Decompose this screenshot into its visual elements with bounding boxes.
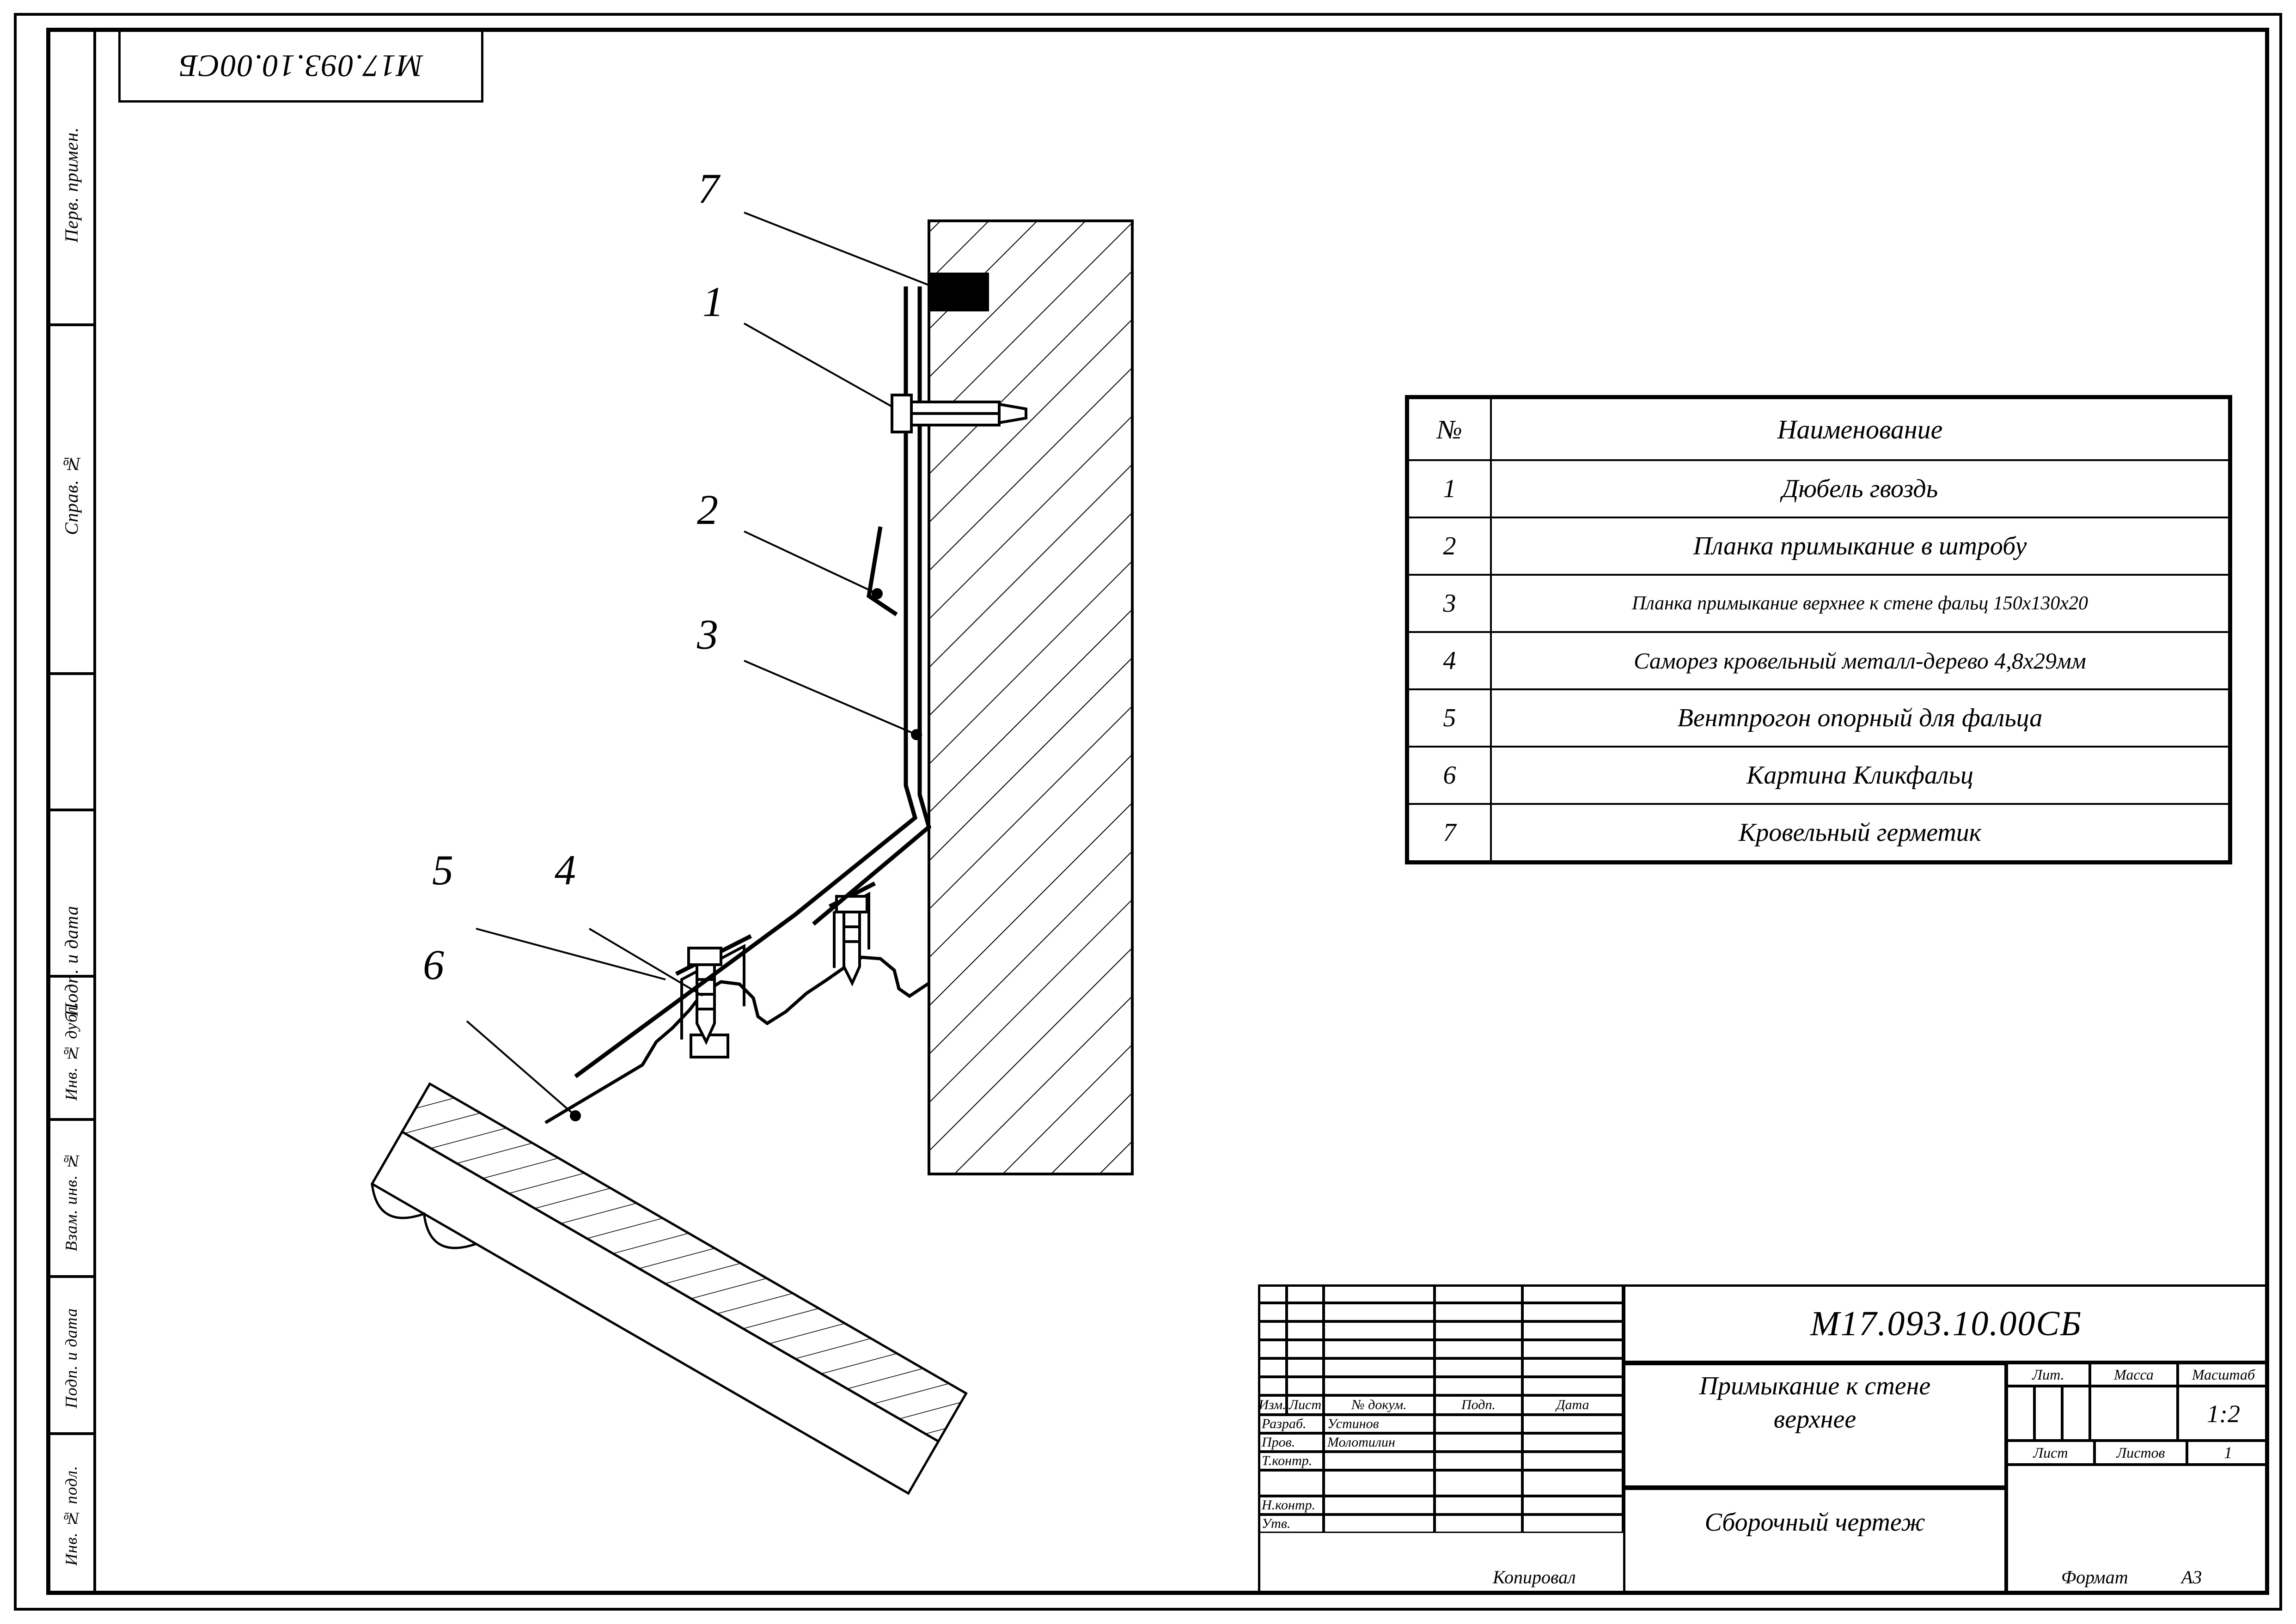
rev-col xyxy=(1258,1284,1287,1395)
left-strip-cell-sprav-no xyxy=(46,333,96,656)
parts-header-num: № xyxy=(1408,398,1491,460)
role-name-cell xyxy=(1324,1496,1435,1515)
role-podp-cell xyxy=(1435,1515,1522,1533)
role-podp-cell xyxy=(1435,1452,1522,1470)
listov-label: Листов xyxy=(2116,1444,2165,1461)
role-podp-cell xyxy=(1435,1415,1522,1433)
part-name: Дюбель гвоздь xyxy=(1491,460,2229,517)
role-podp-cell xyxy=(1435,1496,1522,1515)
doc-type-cell xyxy=(1623,1488,2007,1595)
parts-list-table xyxy=(1405,395,2232,864)
role-label: Утв. xyxy=(1262,1516,1291,1531)
kopiroval-label: Копировал xyxy=(1493,1567,1576,1588)
listov-value: 1 xyxy=(2224,1443,2232,1462)
label-list: Лист xyxy=(1288,1397,1322,1412)
label-doknum: № докум. xyxy=(1351,1397,1407,1412)
part-name: Кровельный герметик xyxy=(1491,804,2229,861)
top-designation-box xyxy=(118,29,483,103)
table-row xyxy=(1408,517,2229,575)
role-name: Молотилин xyxy=(1327,1435,1395,1450)
left-strip-label: Инв. № дубл. xyxy=(62,1001,80,1101)
role-name-cell xyxy=(1324,1515,1435,1533)
masshtab-value: 1:2 xyxy=(2207,1400,2240,1428)
part-number: 7 xyxy=(1408,804,1491,861)
massa-label: Масса xyxy=(2114,1366,2154,1383)
label-izm: Изм. xyxy=(1258,1397,1286,1412)
role-label: Н.контр. xyxy=(1262,1497,1316,1513)
rev-col xyxy=(1324,1284,1435,1395)
format-label: Формат xyxy=(2061,1567,2128,1588)
callout-6: 6 xyxy=(423,941,444,988)
parts-table-header-row xyxy=(1408,398,2229,460)
table-row xyxy=(1408,689,2229,747)
left-strip-cell-inv-no-podl xyxy=(46,1442,96,1589)
massa-value-cell xyxy=(2090,1386,2178,1441)
lit-cell-3 xyxy=(2062,1386,2090,1441)
doc-type-text: Сборочный чертеж xyxy=(1704,1508,1925,1537)
part-number: 5 xyxy=(1408,689,1491,747)
product-name-line1: Примыкание к стене xyxy=(1699,1372,1931,1400)
left-strip-divider xyxy=(46,809,96,811)
masshtab-label: Масштаб xyxy=(2192,1366,2255,1383)
callout-3: 3 xyxy=(697,611,718,658)
table-row xyxy=(1408,460,2229,517)
table-row xyxy=(1408,747,2229,804)
role-data-cell xyxy=(1522,1433,1623,1452)
role-label: Т.контр. xyxy=(1262,1453,1313,1468)
designation-text: М17.093.10.00СБ xyxy=(1810,1304,2082,1343)
role-data-cell xyxy=(1522,1515,1623,1533)
label-podp: Подп. xyxy=(1461,1397,1496,1412)
lit-cell-1 xyxy=(2007,1386,2034,1441)
rev-col xyxy=(1287,1284,1324,1395)
part-name: Картина Кликфальц xyxy=(1491,747,2229,804)
part-number: 4 xyxy=(1408,632,1491,689)
callout-4: 4 xyxy=(555,846,576,894)
part-number: 3 xyxy=(1408,575,1491,632)
left-strip-divider xyxy=(46,1432,96,1435)
format-value: А3 xyxy=(2181,1567,2202,1588)
left-strip-cell-inv-no-dubl xyxy=(46,984,96,1118)
role-data-cell xyxy=(1522,1452,1623,1470)
left-strip-label: Подп. и дата xyxy=(62,1308,80,1409)
left-strip-divider xyxy=(46,672,96,675)
rev-col xyxy=(1522,1284,1623,1395)
callout-2: 2 xyxy=(697,486,718,533)
table-row xyxy=(1408,575,2229,632)
part-number: 2 xyxy=(1408,517,1491,575)
left-strip-divider xyxy=(46,323,96,326)
left-strip-cell-vzam-inv-no xyxy=(46,1127,96,1275)
list-label: Лист xyxy=(2033,1444,2068,1461)
role-label: Пров. xyxy=(1262,1435,1295,1450)
left-strip-label: Подп. и дата xyxy=(61,905,82,1017)
role-podp-cell xyxy=(1435,1433,1522,1452)
left-strip-label: Инв. № подл. xyxy=(62,1465,80,1566)
part-number: 6 xyxy=(1408,747,1491,804)
part-name: Планка примыкание в штробу xyxy=(1491,517,2229,575)
callout-7: 7 xyxy=(698,165,719,212)
role-data-cell xyxy=(1522,1415,1623,1433)
left-strip-divider xyxy=(46,1275,96,1278)
parts-header-name: Наименование xyxy=(1491,398,2229,460)
part-name: Вентпрогон опорный для фальца xyxy=(1491,689,2229,747)
role-label: Разраб. xyxy=(1262,1416,1307,1431)
top-designation-text: М17.093.10.00СБ xyxy=(178,48,423,84)
role-podp-cell xyxy=(1435,1470,1522,1496)
title-block xyxy=(1258,1284,2269,1595)
role-cell xyxy=(1258,1470,1324,1496)
lit-label: Лит. xyxy=(2032,1366,2064,1383)
role-name-cell xyxy=(1324,1470,1435,1496)
role-name: Устинов xyxy=(1327,1416,1379,1431)
left-strip-divider xyxy=(46,1118,96,1121)
table-row xyxy=(1408,632,2229,689)
left-strip-cell-perv-primen xyxy=(46,55,96,314)
role-data-cell xyxy=(1522,1470,1623,1496)
label-data: Дата xyxy=(1556,1397,1589,1412)
role-data-cell xyxy=(1522,1496,1623,1515)
rev-col xyxy=(1435,1284,1522,1395)
role-name-cell xyxy=(1324,1452,1435,1470)
part-number: 1 xyxy=(1408,460,1491,517)
table-row xyxy=(1408,804,2229,861)
part-name: Планка примыкание верхнее к стене фальц 150х130х20 xyxy=(1491,575,2229,632)
lit-cell-2 xyxy=(2034,1386,2062,1441)
organization-cell xyxy=(2007,1465,2269,1595)
callout-5: 5 xyxy=(432,846,453,894)
left-strip-cell-podp-i-data-2 xyxy=(46,1284,96,1432)
part-name: Саморез кровельный металл-дерево 4,8х29мм xyxy=(1491,632,2229,689)
callout-1: 1 xyxy=(702,278,724,325)
product-name-line2: верхнее xyxy=(1773,1405,1856,1434)
left-strip-label: Справ. № xyxy=(61,453,82,535)
left-strip-label: Перв. примен. xyxy=(61,127,82,243)
left-strip-label: Взам. инв. № xyxy=(62,1151,80,1252)
